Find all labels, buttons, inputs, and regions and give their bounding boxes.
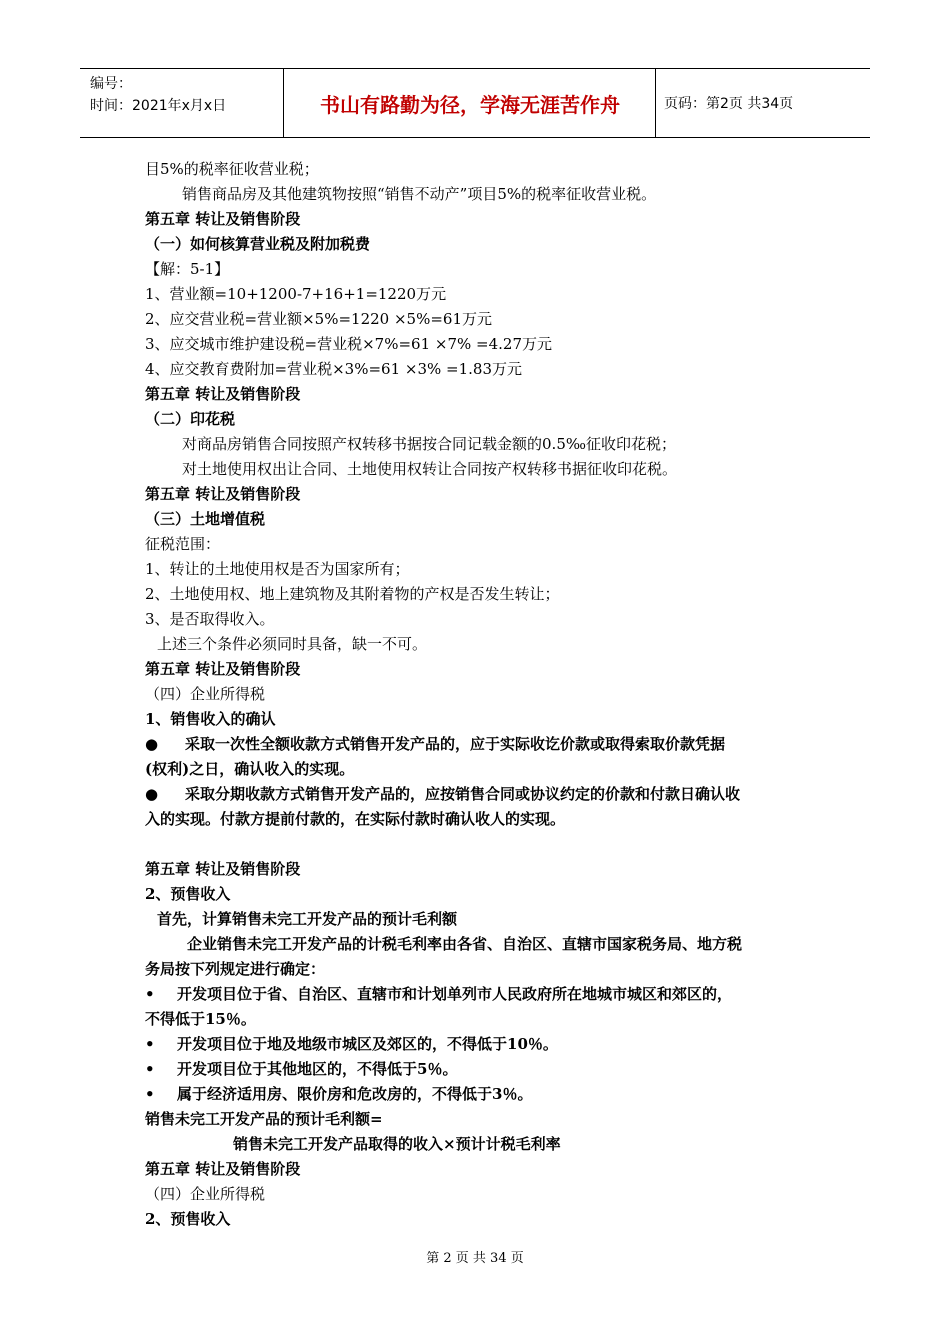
section-heading: （一）如何核算营业税及附加税费 <box>145 235 371 253</box>
chapter-heading: 第五章 转让及销售阶段 <box>145 385 301 403</box>
text-line: 3、是否取得收入。 <box>145 610 275 628</box>
bullet-item: • 属于经济适用房、限价房和危改房的，不得低于3％。 <box>145 1082 825 1107</box>
chapter-heading: 第五章 转让及销售阶段 <box>145 860 301 878</box>
bullet-icon: • <box>145 1035 155 1053</box>
text-line: 【解：5-1】 <box>145 260 230 278</box>
header-motto: 书山有路勤为径，学海无涯苦作舟 <box>320 93 620 117</box>
bullet-dot-icon: ● <box>145 735 159 753</box>
bullet-item: • 开发项目位于其他地区的，不得低于5％。 <box>145 1057 825 1082</box>
bullet-item: • 开发项目位于地及地级市城区及郊区的，不得低于10％。 <box>145 1032 825 1057</box>
section-heading: （四）企业所得税 <box>145 1185 266 1203</box>
text-line: (权利)之日，确认收入的实现。 <box>145 760 355 778</box>
page-header <box>80 68 870 138</box>
header-page-info: 页码：第2页 共34页 <box>664 96 794 112</box>
header-divider <box>655 69 656 137</box>
bullet-item: ● 采取分期收款方式销售开发产品的，应按销售合同或协议约定的价款和付款日确认收 <box>145 782 825 807</box>
text-line: 企业销售未完工开发产品的计税毛利率由各省、自治区、直辖市国家税务局、地方税 <box>187 935 743 953</box>
document-body <box>145 157 825 1232</box>
text-line: 销售未完工开发产品的预计毛利额= <box>145 1110 383 1128</box>
text-line: 1、转让的土地使用权是否为国家所有； <box>145 560 410 578</box>
text-line: 入的实现。付款方提前付款的，在实际付款时确认收人的实现。 <box>145 810 566 828</box>
bullet-icon: • <box>145 1060 155 1078</box>
section-heading: （二）印花税 <box>145 410 236 428</box>
chapter-heading: 第五章 转让及销售阶段 <box>145 485 301 503</box>
bullet-item: • 开发项目位于省、自治区、直辖市和计划单列市人民政府所在地城市城区和郊区的， <box>145 982 825 1007</box>
section-heading: （三）土地增值税 <box>145 510 266 528</box>
bullet-icon: • <box>145 1085 155 1103</box>
text-line: 上述三个条件必须同时具备，缺一不可。 <box>157 635 428 653</box>
text-line: 3、应交城市维护建设税=营业税×7%=61 ×7% =4.27万元 <box>145 335 553 353</box>
text-line: 销售未完工开发产品取得的收入×预计计税毛利率 <box>233 1135 561 1153</box>
text-line: 对商品房销售合同按照产权转移书据按合同记载金额的0.5‰征收印花税； <box>182 435 676 453</box>
text-line: 务局按下列规定进行确定： <box>145 960 326 978</box>
subsection-heading: 2、预售收入 <box>145 1210 231 1228</box>
chapter-heading: 第五章 转让及销售阶段 <box>145 660 301 678</box>
chapter-heading: 第五章 转让及销售阶段 <box>145 1160 301 1178</box>
header-divider <box>283 69 284 137</box>
text-line: 对土地使用权出让合同、土地使用权转让合同按产权转移书据征收印花税。 <box>182 460 678 478</box>
bullet-item: ● 采取一次性全额收款方式销售开发产品的，应于实际收讫价款或取得索取价款凭据 <box>145 732 825 757</box>
text-line: 征税范围： <box>145 535 221 553</box>
bullet-dot-icon: ● <box>145 785 159 803</box>
subsection-heading: 1、销售收入的确认 <box>145 710 276 728</box>
text-line: 销售商品房及其他建筑物按照“销售不动产”项目5%的税率征收营业税。 <box>182 185 657 203</box>
text-line: 4、应交教育费附加=营业税×3%=61 ×3% =1.83万元 <box>145 360 523 378</box>
page-footer: 第 2 页 共 34 页 <box>426 1251 524 1266</box>
text-line: 不得低于15％。 <box>145 1010 256 1028</box>
text-line: 1、营业额=10+1200-7+16+1=1220万元 <box>145 285 447 303</box>
subsection-heading: 2、预售收入 <box>145 885 231 903</box>
text-line: 首先，计算销售未完工开发产品的预计毛利额 <box>157 910 458 928</box>
text-line: 2、应交营业税=营业额×5%=1220 ×5%=61万元 <box>145 310 493 328</box>
bullet-icon: • <box>145 985 155 1003</box>
chapter-heading: 第五章 转让及销售阶段 <box>145 210 301 228</box>
section-heading: （四）企业所得税 <box>145 685 266 703</box>
header-meta <box>90 73 226 117</box>
code-label: 编号： <box>90 76 132 92</box>
text-line: 2、土地使用权、地上建筑物及其附着物的产权是否发生转让； <box>145 585 560 603</box>
time-label: 时间：2021年x月x日 <box>90 98 227 114</box>
text-line: 目5%的税率征收营业税； <box>145 160 319 178</box>
